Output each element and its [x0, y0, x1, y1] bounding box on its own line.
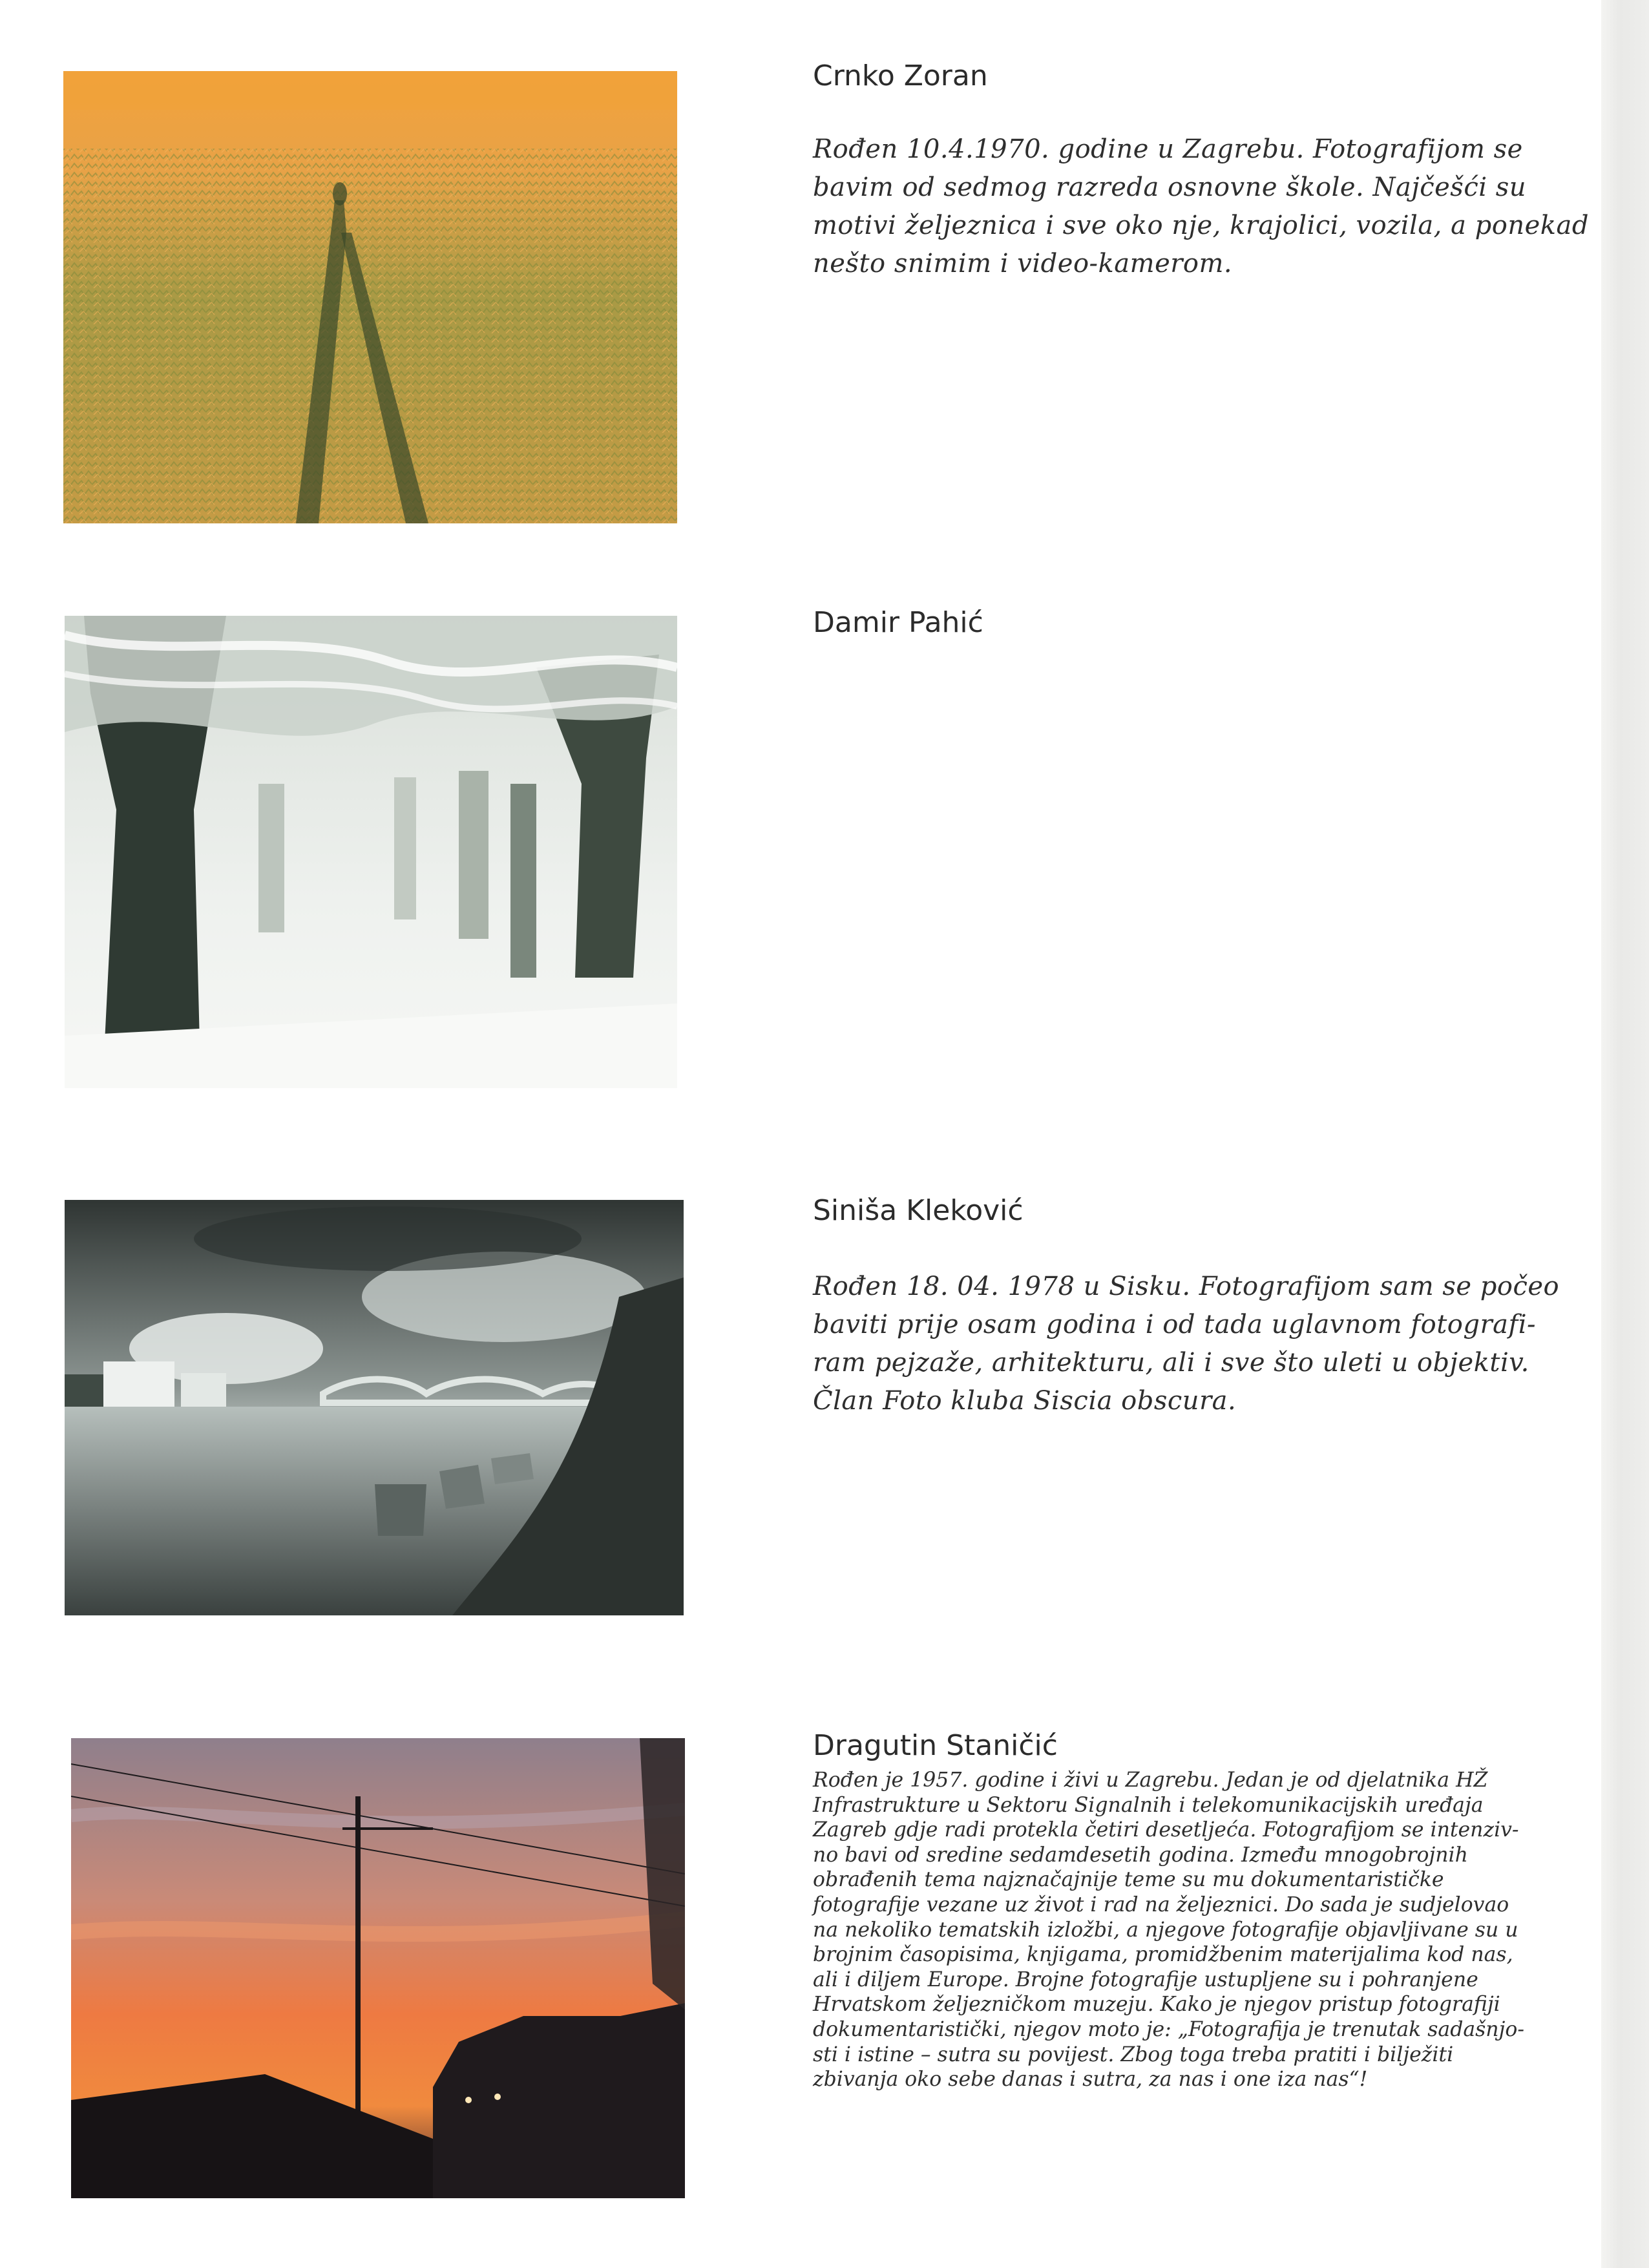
bio-line: brojnim časopisima, knjigama, promidžbenim materijalima kod nas, [813, 1943, 1513, 1967]
bridge-river-boats-photo [65, 1200, 684, 1615]
page-edge-shadow [1601, 0, 1649, 2268]
bio-line: ram pejzaže, arhitekturu, ali i sve što uleti u objektiv. [813, 1348, 1529, 1378]
snowy-trees-photo [65, 616, 677, 1088]
photographer-name: Siniša Kleković [813, 1194, 1024, 1227]
bio-line: sti i istine – sutra su povijest. Zbog toga treba pratiti i bilježiti [813, 2042, 1454, 2066]
bio-line: baviti prije osam godina i od tada uglavnom fotografi- [813, 1310, 1537, 1339]
photographer-name: Crnko Zoran [813, 59, 988, 92]
bio-line: dokumentaristički, njegov moto je: „Fotografija je trenutak sadašnjo- [813, 2017, 1524, 2041]
bio-line: Rođen 10.4.1970. godine u Zagrebu. Fotografijom se [813, 134, 1523, 164]
bio-line: bavim od sedmog razreda osnovne škole. Najčešći su [813, 173, 1527, 202]
photographer-bio [813, 1268, 1560, 1420]
photographer-name: Dragutin Staničić [813, 1729, 1058, 1762]
bio-line: Hrvatskom željezničkom muzeju. Kako je njegov pristup fotografiji [813, 1993, 1500, 2017]
bio-line: obrađenih tema najznačajnije teme su mu dokumentarističke [813, 1868, 1444, 1892]
train-sunset-silhouette-photo [71, 1738, 685, 2198]
bio-line: nešto snimim i video-kamerom. [813, 249, 1233, 278]
bio-line: motivi željeznica i sve oko nje, krajolici, vozila, a ponekad [813, 211, 1589, 240]
bio-line: ali i diljem Europe. Brojne fotografije ustupljene su i pohranjene [813, 1968, 1478, 1991]
bio-line: Infrastrukture u Sektoru Signalnih i telekomunikacijskih uređaja [813, 1793, 1484, 1817]
bio-line: no bavi od sredine sedamdesetih godina. Između mnogobrojnih [813, 1843, 1468, 1867]
photographer-bio [813, 131, 1589, 283]
photographer-name: Damir Pahić [813, 606, 983, 639]
bio-line: zbivanja oko sebe danas i sutra, za nas i one iza nas“! [813, 2068, 1368, 2092]
photographer-bio [813, 1768, 1524, 2092]
bio-line: Zagreb gdje radi protekla četiri desetljeća. Fotografijom se intenziv- [813, 1818, 1519, 1842]
bio-line: na nekoliko tematskih izložbi, a njegove fotografije objavljivane su u [813, 1918, 1518, 1942]
bio-line: Član Foto kluba Siscia obscura. [813, 1386, 1237, 1416]
shadow-on-field-photo [63, 71, 677, 523]
bio-line: Rođen je 1957. godine i živi u Zagrebu. Jedan je od djelatnika HŽ [813, 1769, 1488, 1792]
bio-line: fotografije vezane uz život i rad na željeznici. Do sada je sudjelovao [813, 1893, 1509, 1916]
bio-line: Rođen 18. 04. 1978 u Sisku. Fotografijom sam se počeo [813, 1272, 1560, 1301]
